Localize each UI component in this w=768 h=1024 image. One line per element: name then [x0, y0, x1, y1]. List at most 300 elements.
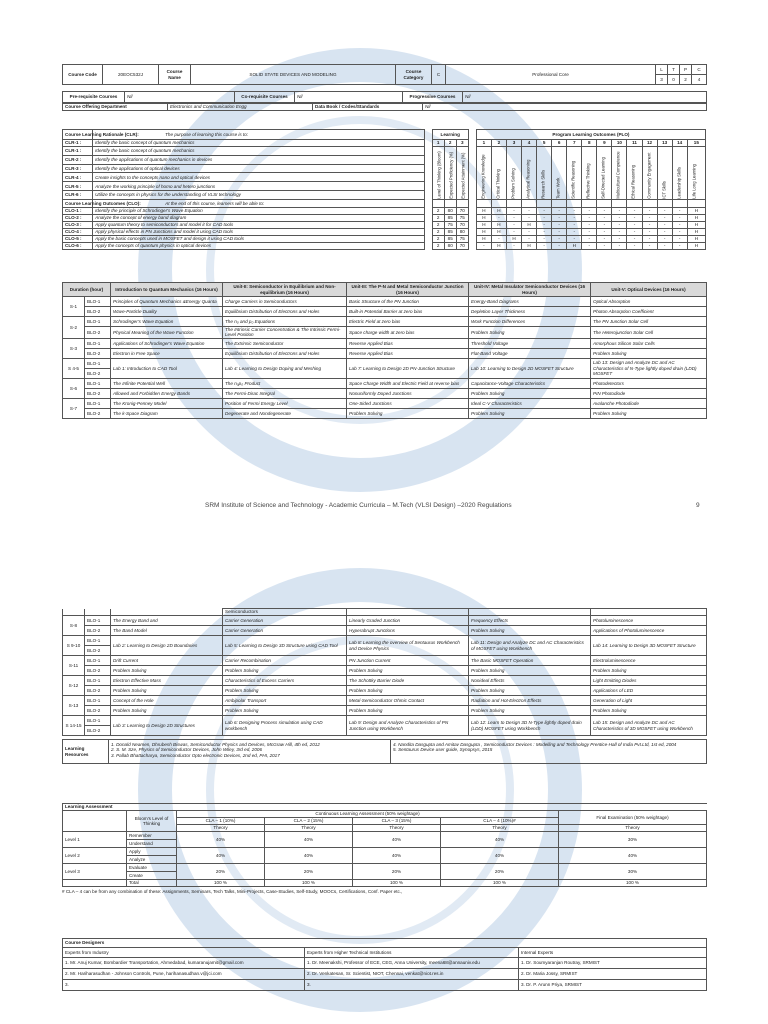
clo-label: Course Learning Outcomes (CLO):: [63, 200, 93, 208]
schedule-cell: Electron Effective Mass: [111, 676, 223, 686]
clr-id: CLR-5 :: [63, 182, 93, 191]
clo-plo-cell: -: [491, 236, 506, 243]
schedule-cell: Radiation and Hot-Electron Effects: [469, 696, 591, 706]
schedule-cell: Problem Solving: [347, 408, 469, 418]
schedule-cell: Space Charge Width and Electric Field at reverse bias: [347, 378, 469, 388]
schedule-row: [63, 408, 707, 418]
designer-entry: 1. Mr. Anuj Kumar, Bombardier Transportation, Ahmedabad, kumaranujamit@gmail.com: [63, 958, 305, 969]
clo-level: 2: [432, 236, 444, 243]
plo-col: 15: [687, 140, 705, 147]
schedule-cell: Degenerate and Nondegenerate: [223, 408, 347, 418]
clo-plo-cell: -: [642, 222, 657, 229]
clo-plo-cell: -: [642, 236, 657, 243]
schedule-cell: Characteristics of Excess Carriers: [223, 676, 347, 686]
schedule-cell: Electric Field at zero bias: [347, 317, 469, 327]
clo-proficiency: 85: [444, 229, 456, 236]
blo-label: BLO-1: [85, 378, 111, 388]
clo-row: [63, 208, 706, 215]
course-code-label: Course Code: [63, 65, 103, 85]
clo-plo-cell: H: [476, 236, 491, 243]
coreq-value: Nil: [295, 92, 403, 103]
plo-col: 8: [582, 140, 597, 147]
assessment-row: [63, 864, 707, 872]
clo-id: CLO-5 :: [63, 236, 93, 243]
clo-plo-cell: H: [476, 229, 491, 236]
plo-vert: Ethical Reasoning: [627, 147, 642, 200]
blo-label: BLO-2: [85, 307, 111, 317]
course-category: C: [432, 65, 446, 85]
plo-vert: Leadership Skills: [672, 147, 687, 200]
clr-text: Analyze the working principle of homo and hetero junctions: [93, 182, 424, 191]
clo-plo-cell: -: [582, 222, 597, 229]
clo-plo-cell: H: [476, 208, 491, 215]
plo-col: 3: [506, 140, 521, 147]
clo-plo-cell: H: [687, 229, 705, 236]
clo-plo-cell: -: [657, 229, 672, 236]
bloom-sub: Apply: [127, 848, 177, 856]
total-label: Total: [127, 880, 177, 887]
learning-assessment: [62, 803, 706, 894]
clo-plo-cell: -: [537, 236, 552, 243]
designer-entry: 1. Dr. Meenakshi, Professor of ECE, CEG, Anna University, meena68@annauniv.edu: [305, 958, 519, 969]
clo-attainment: 70: [456, 243, 468, 250]
schedule-cell: Problem Solving: [223, 666, 347, 676]
schedule-cell: Carrier Recombination: [223, 656, 347, 666]
clr-clo-section: [62, 129, 706, 250]
clo-attainment: 75: [456, 215, 468, 222]
schedule-cell: One-Sided Junctions: [347, 398, 469, 408]
learning-vert-3: Expected Attainment (%): [456, 147, 468, 200]
schedule-cell: Ideal C-V Characteristics: [469, 398, 591, 408]
total-value: 100 %: [441, 880, 559, 887]
resource-item: 2. S. M. Sze, Physics of Semiconductor Devices, John Wiley, 3rd ed, 2006: [111, 747, 263, 753]
clo-level: 2: [432, 215, 444, 222]
clo-plo-cell: -: [627, 222, 642, 229]
plo-vert: ICT Skills: [657, 147, 672, 200]
session-label: S-6: [63, 378, 85, 398]
schedule-cell: Equilibrium Distribution of Electrons and Holes: [223, 307, 347, 317]
assessment-value: 20%: [177, 864, 265, 880]
clr-label: Course Learning Rationale (CLR):: [63, 130, 93, 140]
schedule-cell: Lab 5: Learning to Design 3D Structure using CAD Tool: [223, 636, 347, 656]
course-code: 20EOC532J: [103, 65, 159, 85]
clo-plo-cell: -: [657, 243, 672, 250]
clo-attainment: 70: [456, 222, 468, 229]
clo-id: CLO-2 :: [63, 215, 93, 222]
clr-text: Identify the basic concept of quantum mechanics: [93, 140, 424, 147]
plo-col: 1: [476, 140, 491, 147]
total-value: 100 %: [177, 880, 265, 887]
schedule-cell: Problem Solving: [469, 706, 591, 716]
clo-plo-cell: H: [491, 229, 506, 236]
designers-head: Experts from Higher Technical Institutions: [305, 948, 519, 958]
assessment-value: 40%: [177, 848, 265, 864]
schedule-cell: Photodetectors: [591, 378, 707, 388]
plo-col: 5: [537, 140, 552, 147]
schedule-cell: Problem Solving: [347, 666, 469, 676]
schedule-row: [63, 676, 707, 686]
blo-label: BLO-2: [85, 348, 111, 358]
clo-plo-cell: H: [476, 222, 491, 229]
schedule-cell: Allowed and Forbidden Energy Bands: [111, 388, 223, 398]
clo-plo-cell: -: [552, 243, 567, 250]
schedule-row: [63, 696, 707, 706]
clo-text: Apply the basic concepts used in MOSFET and design it using CAD tools: [93, 236, 424, 243]
blo-label: BLO-2: [85, 666, 111, 676]
schedule-cell: Flat-Band Voltage: [469, 348, 591, 358]
bloom-sub: Remember: [127, 832, 177, 840]
total-value: 100 %: [265, 880, 353, 887]
coreq-label: Co-requisite Courses: [235, 92, 295, 103]
learning-vert-2: Expected Proficiency (%): [444, 147, 456, 200]
clo-plo-cell: -: [476, 243, 491, 250]
clo-plo-cell: H: [522, 222, 537, 229]
clo-plo-cell: -: [657, 236, 672, 243]
blo-label: BLO-2: [85, 327, 111, 339]
clo-row: [63, 215, 706, 222]
clr-id: CLR-3 :: [63, 164, 93, 173]
designers-title: Course Designers: [63, 939, 707, 948]
schedule-cell: Problem Solving: [591, 408, 707, 418]
schedule-cell: Lab 9: Design and Analyze Characteristics of PN Junction using Workbench: [347, 716, 469, 736]
clo-plo-cell: -: [597, 236, 612, 243]
progressive-label: Progressive Courses: [403, 92, 463, 103]
schedule-cell: Lab 11: Design and Analyze DC and AC Characteristics of MOSFET using Workbench: [469, 636, 591, 656]
schedule-cell: Threshold Voltage: [469, 338, 591, 348]
plo-col: 14: [672, 140, 687, 147]
clo-plo-cell: -: [627, 229, 642, 236]
resources-label: Learning Resources: [63, 740, 109, 764]
clo-text: Identify the principle of Schrodinger's Wave Equation: [93, 208, 424, 215]
schedule-cell: The Band Model: [111, 626, 223, 636]
schedule-row: [63, 636, 707, 646]
plo-vert: Analytical Reasoning: [522, 147, 537, 200]
clo-plo-cell: -: [627, 243, 642, 250]
theory-label: Theory: [353, 825, 441, 832]
schedule-cell: PIN Photodiode: [591, 388, 707, 398]
schedule-cell: The Basic MOSFET Operation: [469, 656, 591, 666]
schedule-row: [63, 716, 707, 726]
clo-plo-cell: -: [642, 208, 657, 215]
clr-text: Utilize the concepts in physics for the understanding of VLSI technology: [93, 191, 424, 200]
clo-plo-cell: -: [657, 208, 672, 215]
clo-plo-cell: -: [552, 222, 567, 229]
resource-item: 5. Sentaurus Device user guide, Synopsys, 2015: [393, 747, 493, 753]
plo-vert: Scientific Reasoning: [567, 147, 582, 200]
schedule-cell: Energy-Band Diagrams: [469, 297, 591, 307]
blo-label: BLO-1: [85, 338, 111, 348]
clo-row: [63, 222, 706, 229]
schedule-cell: Lab 2: Learning to Design 2D Boundaries: [111, 636, 223, 656]
schedule-cell: The n₀ and p₀ Equations: [223, 317, 347, 327]
clo-plo-cell: -: [582, 236, 597, 243]
schedule-cell: The Fermi-Dirac Integral: [223, 388, 347, 398]
schedule-cell: Concept of the Hole: [111, 696, 223, 706]
blo-label: BLO-1: [85, 636, 111, 646]
schedule-cell: Linearly Graded Junction: [347, 616, 469, 626]
schedule-row: [63, 297, 707, 307]
clo-plo-cell: -: [552, 229, 567, 236]
clo-plo-cell: -: [657, 215, 672, 222]
clr-text: Identify the applications of optical devices: [93, 164, 424, 173]
schedule-cell: The n₀p₀ Product: [223, 378, 347, 388]
clo-plo-cell: -: [506, 222, 521, 229]
bloom-sub: Create: [127, 872, 177, 880]
schedule-cell: Problem Solving: [469, 327, 591, 339]
assessment-value: 40%: [353, 832, 441, 848]
blo-label: BLO-2: [85, 646, 111, 656]
clo-plo-cell: -: [612, 215, 627, 222]
schedule-cell: Applications of LED: [591, 686, 707, 696]
clo-purpose: At the end of this course, learners will be able to:: [93, 200, 424, 208]
clo-row: [63, 229, 706, 236]
learning-col: 3: [456, 140, 468, 147]
clo-plo-cell: -: [491, 215, 506, 222]
session-label: S-3: [63, 338, 85, 358]
assessment-value: 40%: [353, 848, 441, 864]
schedule-cell: Photon Absorption Coefficient: [591, 307, 707, 317]
schedule-cell: Frequency Effects: [469, 616, 591, 626]
schedule-row: [63, 388, 707, 398]
clo-level: 2: [432, 208, 444, 215]
session-label: S 4-5: [63, 358, 85, 378]
clo-proficiency: 85: [444, 215, 456, 222]
schedule-cell: Position of Fermi Energy Level: [223, 398, 347, 408]
designers-head: Experts from Industry: [63, 948, 305, 958]
plo-col: 10: [612, 140, 627, 147]
clo-level: 2: [432, 229, 444, 236]
assessment-value: 40%: [265, 832, 353, 848]
schedule-cell: Basic Structure of the PN Junction: [347, 297, 469, 307]
progressive-value: Nil: [463, 92, 707, 103]
clr-text: Identify the applications of quantum mechanics in devices: [93, 155, 424, 164]
clo-plo-cell: -: [612, 222, 627, 229]
schedule-cell: Problem Solving: [591, 348, 707, 358]
schedule-cell: Problem Solving: [469, 666, 591, 676]
schedule-cell: Optical Absorption: [591, 297, 707, 307]
clo-plo-cell: -: [537, 243, 552, 250]
blo-label: BLO-2: [85, 726, 111, 736]
total-value: 100 %: [559, 880, 707, 887]
course-designers: [62, 938, 706, 991]
ltpc-l: 3: [656, 75, 668, 85]
clo-plo-cell: -: [506, 243, 521, 250]
theory-label: Theory: [265, 825, 353, 832]
schedule-cell: Electron in Free Space: [111, 348, 223, 358]
plo-vert: Research Skills: [537, 147, 552, 200]
assessment-value: 30%: [559, 864, 707, 880]
session-label: S-13: [63, 696, 85, 716]
unit-3-header: Unit-III: The P-N and Metal Semiconductor Junction (16 Hours): [347, 283, 469, 297]
clo-plo-cell: -: [552, 208, 567, 215]
prereq-label: Pre-requisite Courses: [63, 92, 125, 103]
clo-plo-cell: -: [612, 236, 627, 243]
clo-text: Apply the concepts of quantum physics in optical devices: [93, 243, 424, 250]
plo-col: 9: [597, 140, 612, 147]
plo-col: 13: [657, 140, 672, 147]
schedule-cell: Nonuniformly Doped Junctions: [347, 388, 469, 398]
clo-text: Analyze the concept of energy band diagram: [93, 215, 424, 222]
schedule-cell: Work Function Differences: [469, 317, 591, 327]
course-name-label: Course Name: [159, 65, 191, 85]
clo-plo-cell: -: [552, 236, 567, 243]
schedule-cell: Space charge width at zero bias: [347, 327, 469, 339]
blo-label: BLO-2: [85, 408, 111, 418]
clo-plo-cell: -: [612, 229, 627, 236]
page-footer: SRM Institute of Science and Technology - Academic Curricula – M.Tech (VLSI Design) –2020 Regulations: [205, 502, 512, 509]
blo-label: BLO-1: [85, 696, 111, 706]
clo-plo-cell: -: [597, 229, 612, 236]
clo-plo-cell: H: [687, 236, 705, 243]
schedule-cell: Depletion Layer Thickness: [469, 307, 591, 317]
assessment-value: 40%: [265, 848, 353, 864]
assessment-value: 40%: [441, 848, 559, 864]
clo-plo-cell: -: [582, 229, 597, 236]
bloom-sub: Evaluate: [127, 864, 177, 872]
clo-plo-cell: -: [612, 243, 627, 250]
clo-proficiency: 80: [444, 208, 456, 215]
plo-label: Program Learning Outcomes (PLO): [476, 130, 705, 140]
schedule-row: [63, 666, 707, 676]
plo-vert: Multicultural Competence: [612, 147, 627, 200]
clo-plo-cell: -: [642, 243, 657, 250]
schedule-cell: Problem Solving: [591, 666, 707, 676]
clo-plo-cell: -: [522, 236, 537, 243]
blo-label: BLO-1: [85, 676, 111, 686]
session-label: S-7: [63, 398, 85, 418]
schedule-cell: Problem Solving: [223, 706, 347, 716]
schedule-cell: Hyperabrupt Junctions: [347, 626, 469, 636]
schedule-row: [63, 706, 707, 716]
bloom-sub: Understand: [127, 840, 177, 848]
designer-entry: 3. Dr. P. Arunn Priya, SRMIST: [519, 980, 707, 991]
plo-vert: Problem Solving: [506, 147, 521, 200]
learning-col: 1: [432, 140, 444, 147]
learning-resources: [62, 739, 706, 764]
plo-vert: Critical Thinking: [491, 147, 506, 200]
schedule-cell: Problem Solving: [469, 388, 591, 398]
schedule-row: [63, 338, 707, 348]
plo-col: 12: [642, 140, 657, 147]
unit-4-header: Unit-IV: Metal Insulator Semiconductor Devices (16 Hours): [469, 283, 591, 297]
schedule-cell: Reverse Applied Bias: [347, 338, 469, 348]
schedule-cell: Problem Solving: [347, 686, 469, 696]
schedule-row: [63, 327, 707, 339]
clo-plo-cell: -: [567, 236, 582, 243]
clo-plo-cell: -: [567, 208, 582, 215]
clo-plo-cell: -: [567, 215, 582, 222]
schedule-cell: Avalanche Photodiode: [591, 398, 707, 408]
plo-vert: Engineering Knowledge: [476, 147, 491, 200]
clo-plo-cell: -: [612, 208, 627, 215]
blo-label: BLO-1: [85, 358, 111, 368]
unit-5-header: Unit-V: Optical Devices (16 Hours): [591, 283, 707, 297]
schedule-cell: The Heterojunction Solar Cell: [591, 327, 707, 339]
duration-header: Duration (hour): [63, 283, 111, 297]
schedule-cell: Drift Current: [111, 656, 223, 666]
clr-id: CLR-1 :: [63, 140, 93, 147]
course-header: [62, 64, 706, 111]
schedule-cell: Lab 8: Learning the overview of Sentaurus Workbench and Device Physics: [347, 636, 469, 656]
clo-plo-cell: -: [537, 215, 552, 222]
clo-plo-cell: -: [672, 215, 687, 222]
blo-label: BLO-2: [85, 686, 111, 696]
schedule-cell: Problem Solving: [111, 666, 223, 676]
databook-label: Data Book / Codes/Standards: [313, 104, 423, 111]
assessment-value: 40%: [441, 832, 559, 848]
level-label: Level 2: [63, 848, 127, 864]
dept-value: Electronics and Communication Engg: [168, 104, 313, 111]
ltpc-p: 2: [680, 75, 692, 85]
schedule-row: [63, 656, 707, 666]
assessment-value: 20%: [353, 864, 441, 880]
schedule-cell: Lab 10: Learning to Design 2D MOSFET Structure: [469, 358, 591, 378]
blo-label: BLO-2: [85, 388, 111, 398]
theory-label: Theory: [441, 825, 559, 832]
clo-plo-cell: -: [672, 208, 687, 215]
theory-label: Theory: [559, 825, 707, 832]
assessment-value: 20%: [441, 864, 559, 880]
cla-col: CLA – 4 (10%)#: [441, 818, 559, 825]
ltpc-p-head: P: [680, 65, 692, 75]
session-label: S 9-10: [63, 636, 85, 656]
schedule-top-cell: Semiconductors: [223, 609, 347, 616]
clo-plo-cell: H: [491, 208, 506, 215]
designer-entry: 2. Dr. Maria Jossy, SRMIST: [519, 969, 707, 980]
blo-label: BLO-1: [85, 656, 111, 666]
schedule-cell: Amorphous Silicon Solar Cells: [591, 338, 707, 348]
schedule-table-1: [62, 282, 706, 419]
schedule-cell: Lab 7: Learning to Design 2D PN-Junction Structure: [347, 358, 469, 378]
designer-entry: 3.: [63, 980, 305, 991]
unit-2-header: Unit-II: Semiconductor in Equilibrium and Non-equilibrium (16 Hours): [223, 283, 347, 297]
schedule-cell: Physical Meaning of the Wave Function: [111, 327, 223, 339]
clo-attainment: 70: [456, 208, 468, 215]
clo-level: 2: [432, 222, 444, 229]
schedule-cell: Metal-Semiconductor Ohmic Contact: [347, 696, 469, 706]
clr-id: CLR-6 :: [63, 191, 93, 200]
clo-plo-cell: -: [627, 236, 642, 243]
bloom-sub: Analyze: [127, 856, 177, 864]
total-value: 100 %: [353, 880, 441, 887]
schedule-cell: Problem Solving: [111, 686, 223, 696]
clr-id: CLR-4 :: [63, 173, 93, 182]
schedule-cell: Lab 12: Learn to Design 3D N-Type lightly doped drain (LDD) MOSFET using Workbench: [469, 716, 591, 736]
databook-value: Nil: [423, 104, 707, 111]
blo-label: BLO-2: [85, 626, 111, 636]
schedule-cell: Charge Carriers in Semiconductors: [223, 297, 347, 307]
clo-plo-cell: -: [537, 229, 552, 236]
clo-plo-cell: -: [627, 208, 642, 215]
session-label: S-8: [63, 616, 85, 636]
schedule-cell: Lab 13: Design and Analyze DC and AC Characteristics of N-Type lightly doped drain (LDD) MOSFET: [591, 358, 707, 378]
clo-plo-cell: -: [537, 208, 552, 215]
designers-head: Internal Experts: [519, 948, 707, 958]
schedule-cell: Reverse Applied Bias: [347, 348, 469, 358]
schedule-cell: Principles of Quantum Mechanics &Energy Quanta: [111, 297, 223, 307]
ltpc-t-head: T: [668, 65, 680, 75]
clr-text: Create insights to the concepts nano and optical devices: [93, 173, 424, 182]
schedule-cell: Problem Solving: [111, 706, 223, 716]
schedule-cell: Photoluminescence: [591, 616, 707, 626]
clo-plo-cell: -: [552, 215, 567, 222]
session-label: S-12: [63, 676, 85, 696]
learning-vert-1: Level of Thinking (Bloom): [432, 147, 444, 200]
schedule-cell: Generation of Light: [591, 696, 707, 706]
plo-vert: Team Work: [552, 147, 567, 200]
clo-plo-cell: -: [672, 229, 687, 236]
schedule-cell: Ambipolar Transport: [223, 696, 347, 706]
